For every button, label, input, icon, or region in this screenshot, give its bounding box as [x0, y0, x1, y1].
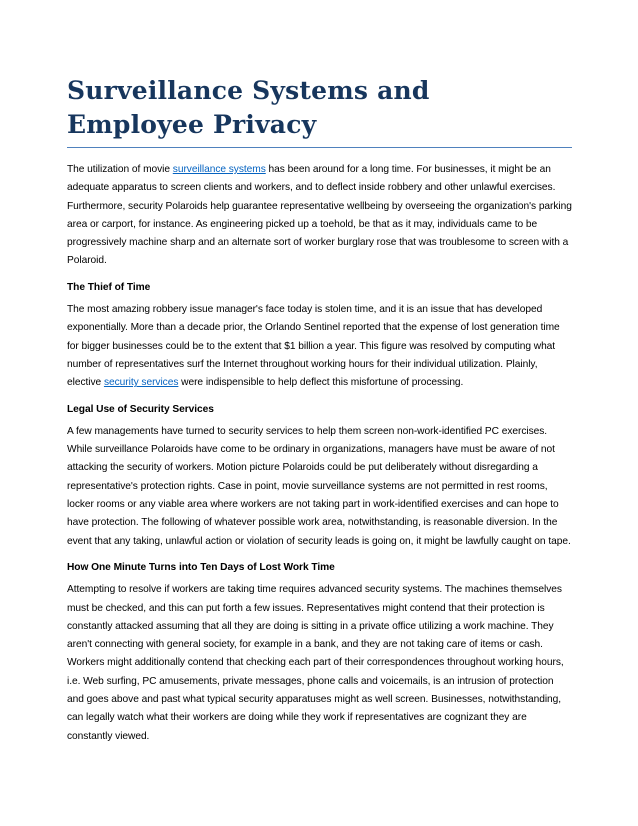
section-heading-thief-of-time: The Thief of Time: [67, 281, 151, 293]
document-title: Surveillance Systems and Employee Privacy: [67, 74, 572, 148]
legal-use-paragraph: A few managements have turned to security services to help them screen non-work-identified PC exercises. While surveillance Polaroids have come to be ordinary in organizations, managers have must be aware of not attacking the security of workers. Motion picture Polaroids could be put deliberately without disregarding a representative's protection rights. Case in point, movie surveillance systems are not permitted in rest rooms, locker rooms or any viable area where workers are not taking part in work-identified exercises and can hope to have protection. The following of whatever possible work area, notwithstanding, is reasonable diversion. In the event that any taking, unlawful action or violation of security leads is going on, it might be lawfully caught on tape.: [67, 425, 571, 547]
thief-text-end: were indispensible to help deflect this misfortune of processing.: [178, 377, 464, 389]
section-heading-lost-work-time: How One Minute Turns into Ten Days of Lost Work Time: [67, 561, 335, 573]
surveillance-systems-link[interactable]: surveillance systems: [172, 164, 266, 175]
thief-of-time-paragraph: [67, 301, 572, 392]
security-services-link[interactable]: security services: [103, 377, 179, 389]
thief-text-start: The most amazing robbery issue manager's face today is stolen time, and it is an issue that has developed exponentially. More than a decade prior, the Orlando Sentinel reported that the expense of lost generation time for bigger businesses could be to the extent that $1 billion a year. This figure was resolved by computing what number of representatives surf the Internet throughout working hours for their individual utilization. Plainly, elective: [67, 304, 560, 389]
intro-text-end: has been around for a long time. For businesses, it might be an adequate apparatus to screen clients and workers, and to deflect inside robbery and other unlawful exercises. Furthermore, security Polaroids help guarantee representative wellbeing by overseeing the organization's parking area or carport, for instance. As engineering picked up a toehold, be that as it may, individuals came to be progressively machine sharp and an alternate sort of worker burglary rose that was troublesome to screen with a Polaroid.: [67, 164, 572, 267]
document-page: [67, 74, 572, 746]
section-heading-legal-use: Legal Use of Security Services: [67, 403, 214, 415]
lost-work-time-paragraph: Attempting to resolve if workers are taking time requires advanced security systems. The machines themselves must be checked, and this can put forth a few issues. Representatives might contend that their protection is constantly attacked assuming that all they are doing is sitting in a private office utilizing a work machine. They aren't connecting with general society, for example in a bank, and they are not taking care of items or cash. Workers might additionally contend that checking each part of their correspondences throughout working hours, i.e. Web surfing, PC amusements, private messages, phone calls and voicemails, is an intrusion of protection and goes above and past what typical security apparatuses might as well screen. Businesses, notwithstanding, can legally watch what their workers are doing while they work if representatives are cognizant they are constantly viewed.: [67, 584, 564, 742]
intro-text-start: The utilization of movie: [67, 164, 173, 175]
intro-paragraph: [67, 161, 572, 271]
